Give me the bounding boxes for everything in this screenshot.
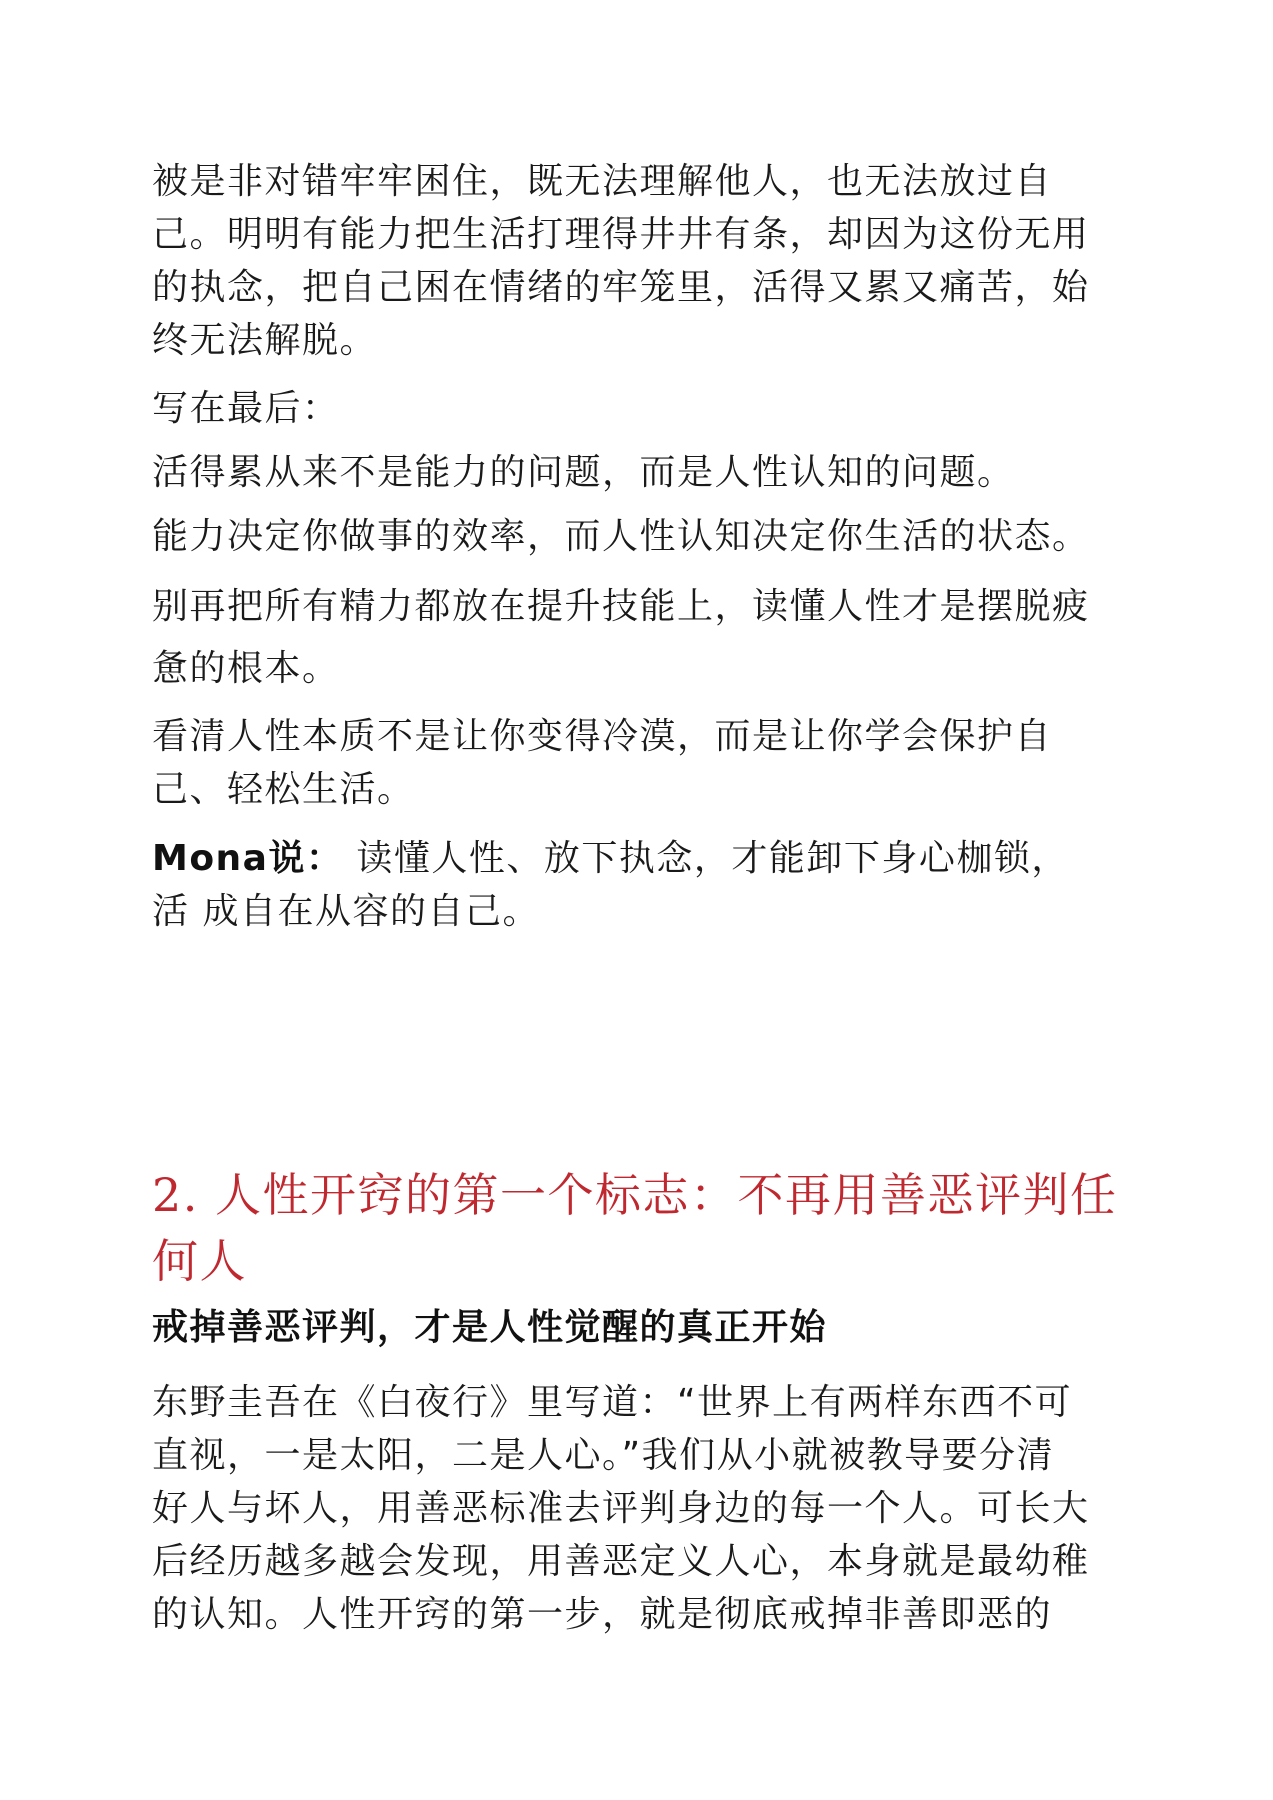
closing-line-2: 能力决定你做事的效率，而人性认知决定你生活的状态。: [152, 516, 1090, 557]
mona-comment: [152, 832, 1132, 938]
section-heading: [152, 1162, 1132, 1294]
closing-line-4: 看清人性本质不是让你变得冷漠，而是让你学会保护自 己、轻松生活。: [152, 716, 1053, 810]
closing-line-3: 别再把所有精力都放在提升技能上，读懂人性才是摆脱疲 惫的根本。: [152, 586, 1090, 689]
section-title: 人性开窍的第一个标志：不再用善恶评判任 何人: [152, 1168, 1118, 1288]
closing-line-1: 活得累从来不是能力的问题，而是人性认知的问题。: [152, 452, 1015, 493]
intro-paragraph: 被是非对错牢牢困住，既无法理解他人，也无法放过自 己。明明有能力把生活打理得井井有条，却因为这份无用 的执念，把自己困在情绪的牢笼里，活得又累又痛苦，始 终无法解脱。: [152, 161, 1090, 361]
section-subtitle: 戒掉善恶评判，才是人性觉醒的真正开始: [152, 1307, 828, 1348]
mona-comment-lead: Mona说：: [152, 838, 344, 879]
section-body: 东野圭吾在《白夜行》里写道：“世界上有两样东西不可 直视，一是太阳，二是人心。”我们从小就被教导要分清 好人与坏人，用善恶标准去评判身边的每一个人。可长大 后经历越多越会发现，用善恶定义人心，本身就是最幼稚 的认知。人性开窍的第一步，就是彻底戒掉非善即恶的: [152, 1382, 1090, 1635]
closing-label: 写在最后：: [152, 388, 340, 429]
mona-comment-text: 读懂人性、放下执念，才能卸下身心枷锁， 活 成自在从容的自己。: [152, 838, 1069, 932]
section-number: 2.: [152, 1168, 199, 1222]
